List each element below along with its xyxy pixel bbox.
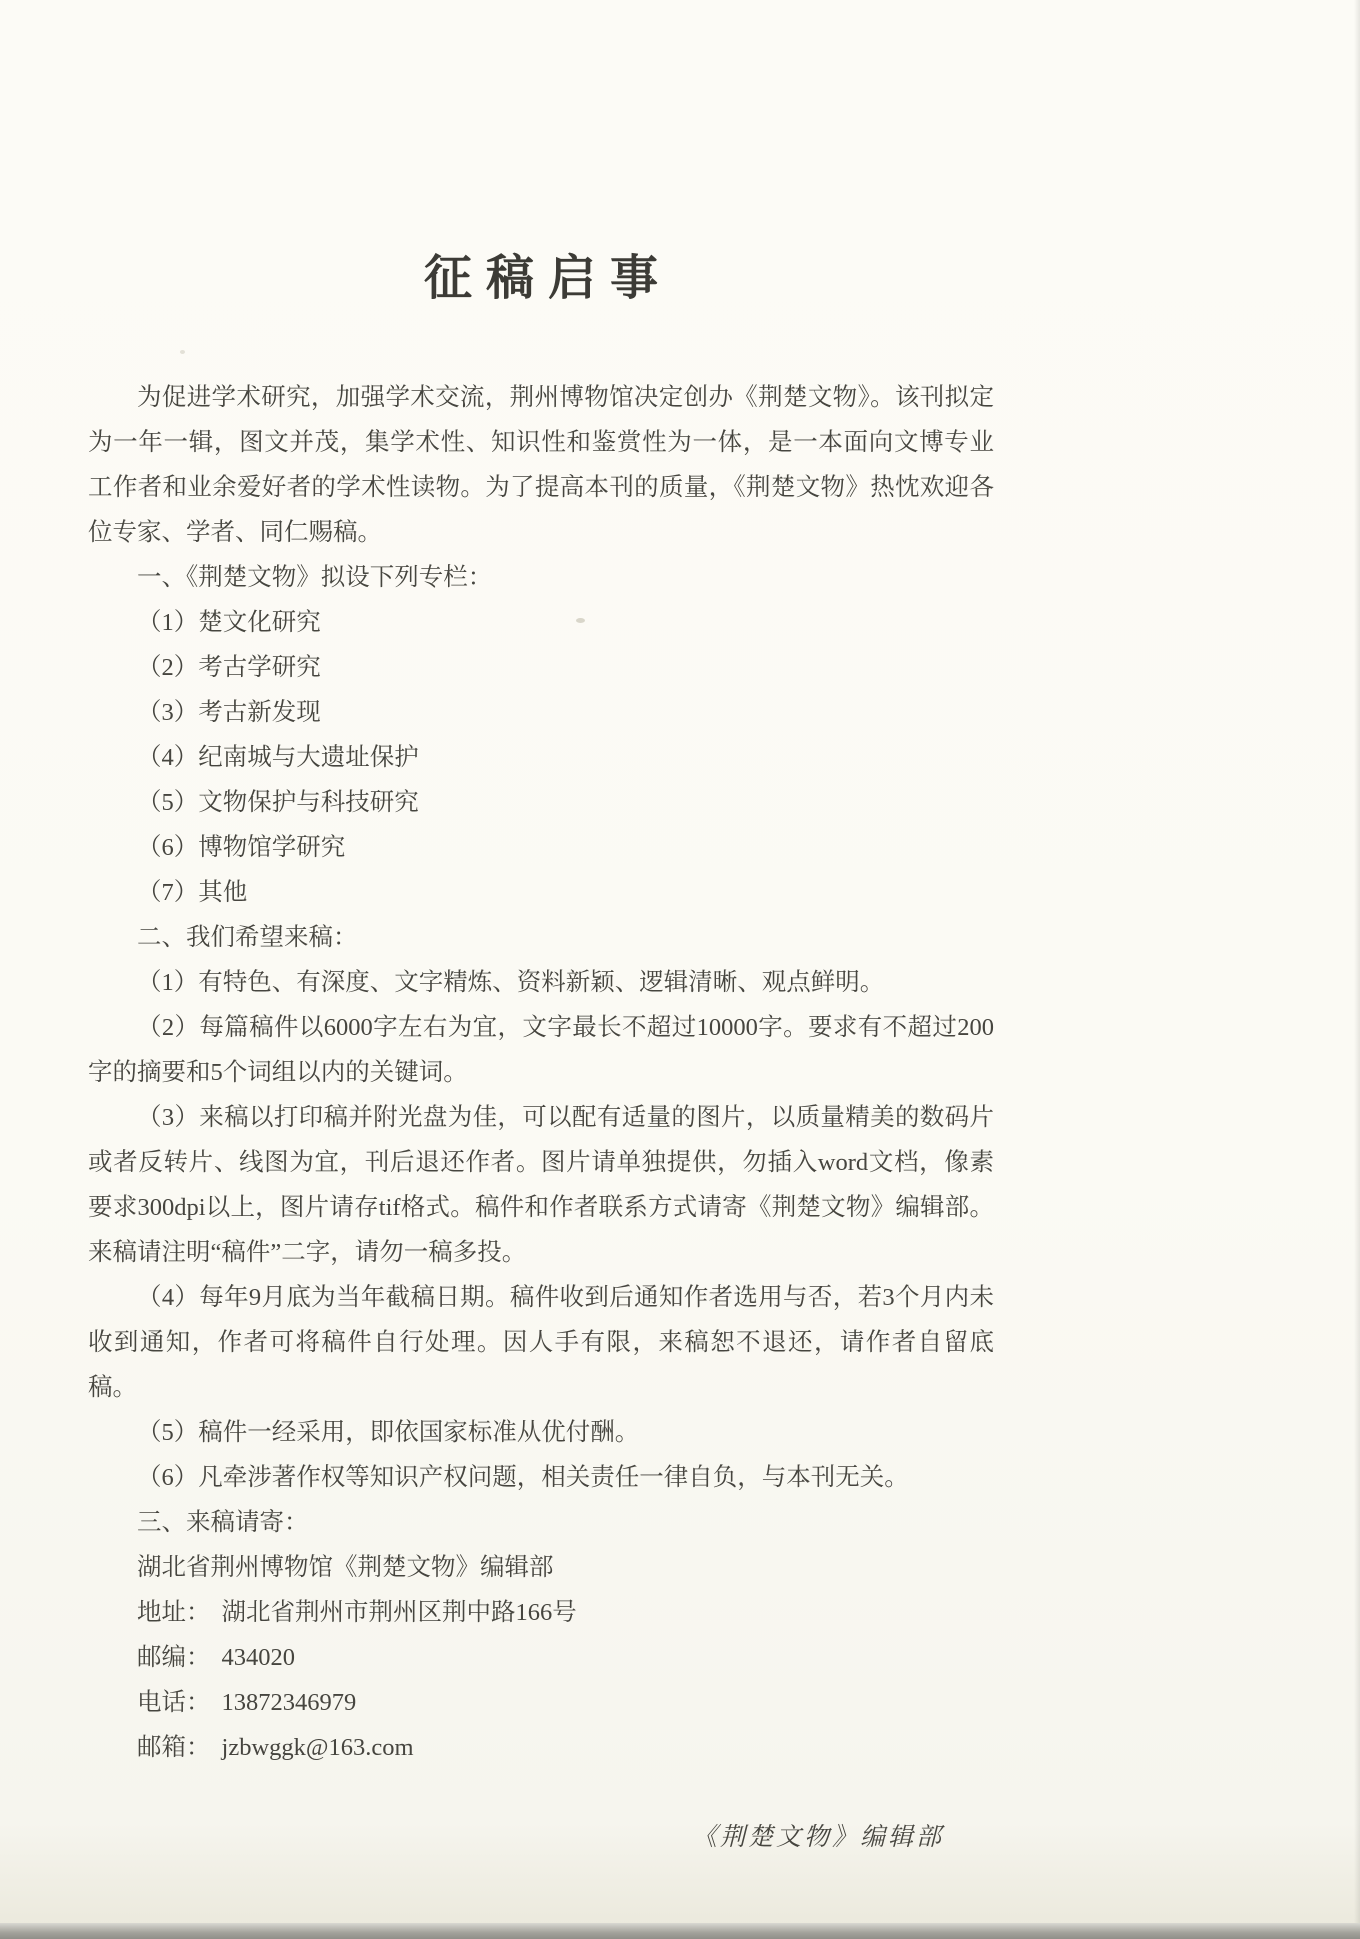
column-item-5: （5）文物保护与科技研究 (137, 789, 419, 816)
editorial-signature: 《荆楚文物》编辑部 (691, 1824, 944, 1851)
requirement-item-3: （3）来稿以打印稿并附光盘为佳，可以配有适量的图片，以质量精美的数码片或者反转片、线图为宜，刊后退还作者。图片请单独提供，勿插入word文档，像素要求300dpi以上，图片请存tif格式。稿件和作者联系方式请寄《荆楚文物》编辑部。来稿请注明“稿件”二字，请勿一稿多投。 (88, 1104, 994, 1266)
requirement-item-5: （5）稿件一经采用，即依国家标准从优付酬。 (137, 1419, 640, 1446)
postcode-line (88, 1635, 994, 1680)
requirement-item-2: （2）每篇稿件以6000字左右为宜，文字最长不超过10000字。要求有不超过200字的摘要和5个词组以内的关键词。 (88, 1014, 994, 1086)
address-value: 湖北省荆州市荆州区荆中路166号 (221, 1599, 577, 1626)
scan-right-edge (1354, 0, 1360, 1939)
requirement-item-1: （1）有特色、有深度、文字精炼、资料新颖、逻辑清晰、观点鲜明。 (137, 969, 885, 996)
scan-speck (180, 350, 185, 354)
postcode-value: 434020 (221, 1644, 296, 1671)
email-value: jzbwggk@163.com (221, 1734, 414, 1761)
phone-label: 电话： (137, 1689, 211, 1716)
postcode-label: 邮编： (137, 1644, 211, 1671)
column-item-1: （1）楚文化研究 (137, 609, 321, 636)
column-item-4: （4）纪南城与大遗址保护 (137, 744, 419, 771)
scan-bottom-edge (0, 1923, 1360, 1939)
scan-speck (576, 618, 585, 623)
column-item-6: （6）博物馆学研究 (137, 834, 346, 861)
requirement-item-4: （4）每年9月底为当年截稿日期。稿件收到后通知作者选用与否，若3个月内未收到通知，作者可将稿件自行处理。因人手有限，来稿恕不退还，请作者自留底稿。 (88, 1284, 994, 1401)
phone-value: 13872346979 (221, 1689, 357, 1716)
intro-paragraph: 为促进学术研究，加强学术交流，荆州博物馆决定创办《荆楚文物》。该刊拟定为一年一辑，图文并茂，集学术性、知识性和鉴赏性为一体，是一本面向文博专业工作者和业余爱好者的学术性读物。为了提高本刊的质量，《荆楚文物》热忱欢迎各位专家、学者、同仁赐稿。 (88, 384, 994, 546)
address-line (88, 1590, 994, 1635)
column-item-3: （3）考古新发现 (137, 699, 321, 726)
email-line (88, 1725, 994, 1770)
section2-heading: 二、我们希望来稿： (137, 924, 358, 951)
phone-line (88, 1680, 994, 1725)
section1-heading: 一、《荆楚文物》拟设下列专栏： (137, 564, 493, 591)
recipient-line: 湖北省荆州博物馆《荆楚文物》编辑部 (137, 1554, 554, 1581)
document-content (88, 0, 994, 1860)
address-label: 地址： (137, 1599, 211, 1626)
requirement-item-6: （6）凡牵涉著作权等知识产权问题，相关责任一律自负，与本刊无关。 (137, 1464, 909, 1491)
email-label: 邮箱： (137, 1734, 211, 1761)
column-item-2: （2）考古学研究 (137, 654, 321, 681)
section3-heading: 三、来稿请寄： (137, 1509, 309, 1536)
column-item-7: （7）其他 (137, 879, 248, 906)
page-title: 征稿启事 (423, 252, 672, 305)
